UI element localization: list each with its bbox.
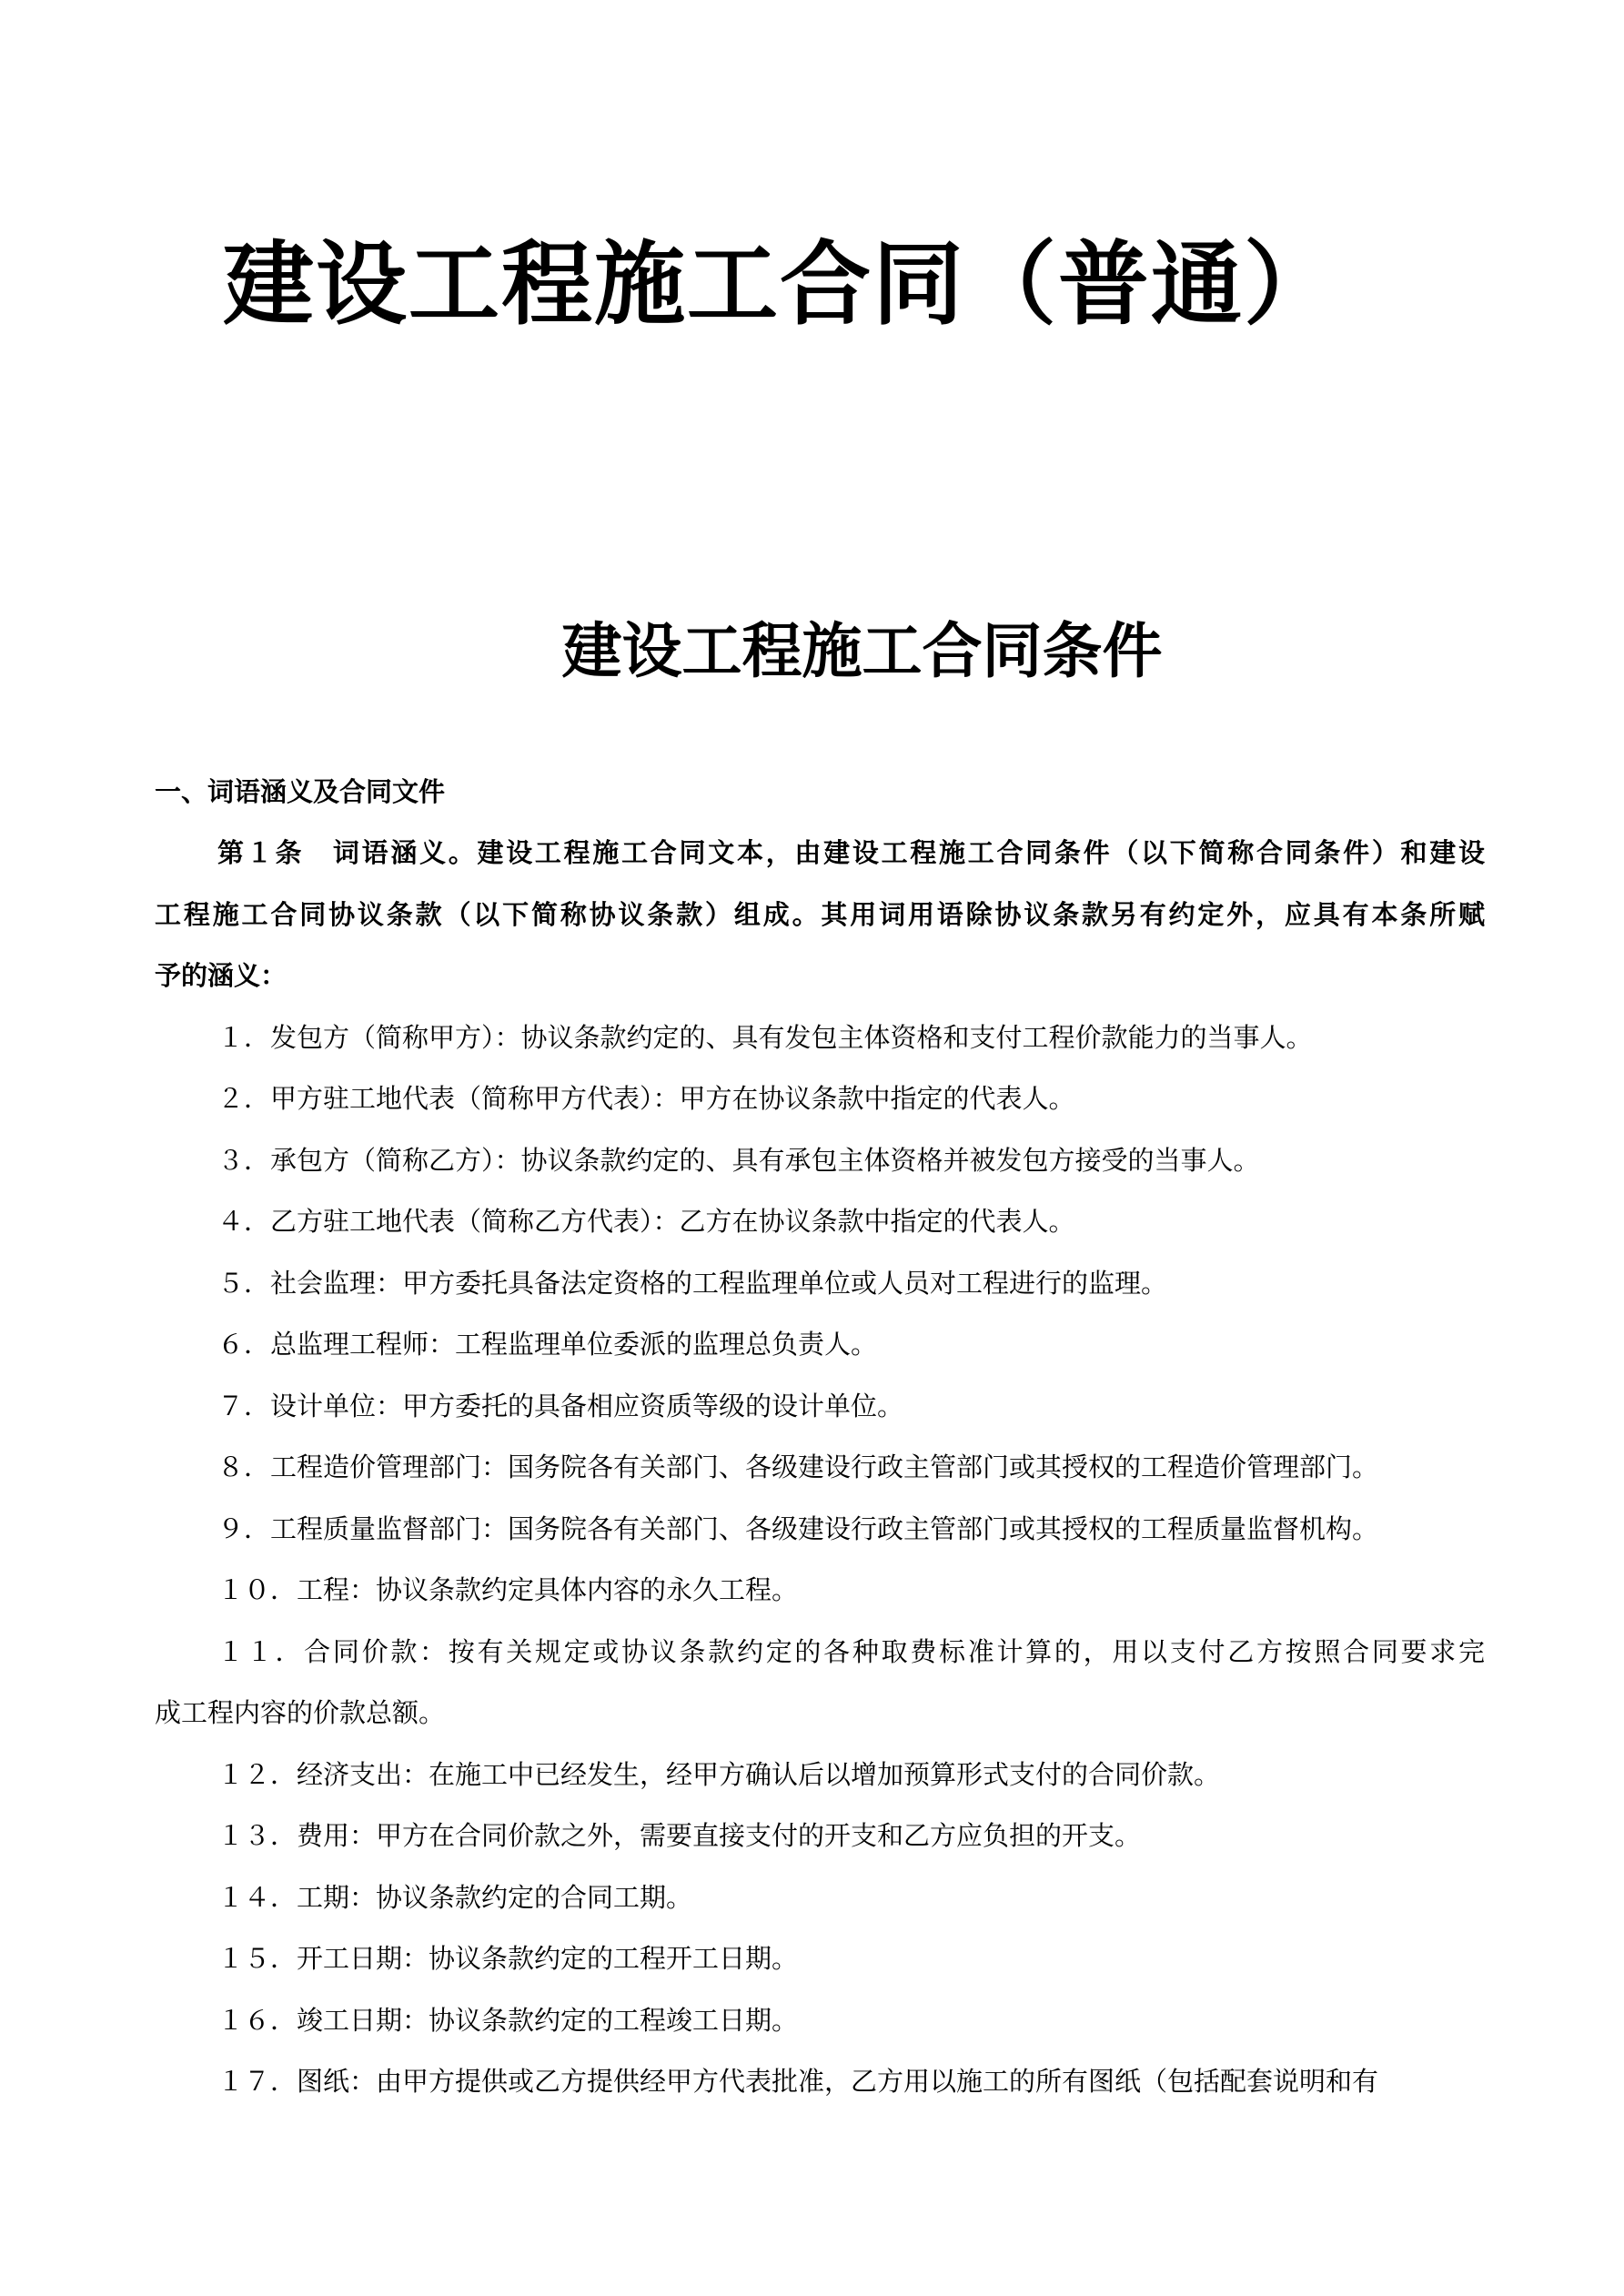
definition-line: １４．工期：协议条款约定的合同工期。 (217, 1881, 693, 1913)
definition-item (155, 1314, 1485, 1376)
definition-item (155, 1253, 1485, 1315)
definition-line: ２．甲方驻工地代表（简称甲方代表）：甲方在协议条款中指定的代表人。 (217, 1083, 1075, 1114)
document-title: 建设工程施工合同（普通） (223, 230, 1337, 338)
definition-item (155, 1928, 1485, 1990)
definition-line: ６．总监理工程师：工程监理单位委派的监理总负责人。 (217, 1329, 878, 1360)
definition-line: ８．工程造价管理部门：国务院各有关部门、各级建设行政主管部门或其授权的工程造价管理部门。 (217, 1451, 1379, 1482)
definition-item (155, 1068, 1485, 1130)
definition-item (155, 2051, 1485, 2113)
section-heading: 一、词语涵义及合同文件 (155, 776, 446, 807)
definition-item (155, 1437, 1485, 1499)
article-1-paragraph (155, 823, 1485, 1007)
definition-line: １７．图纸：由甲方提供或乙方提供经甲方代表批准，乙方用以施工的所有图纸（包括配套说明和有 (217, 2066, 1379, 2097)
definition-line: ７．设计单位：甲方委托的具备相应资质等级的设计单位。 (217, 1390, 904, 1421)
definition-line: 成工程内容的价款总额。 (155, 1697, 446, 1728)
definition-item (155, 1622, 1485, 1745)
definition-item (155, 1191, 1485, 1253)
document-subtitle: 建设工程施工合同条件 (561, 615, 1163, 686)
definition-line: ４．乙方驻工地代表（简称乙方代表）：乙方在协议条款中指定的代表人。 (217, 1206, 1075, 1237)
definition-line: １１．合同价款：按有关规定或协议条款约定的各种取费标准计算的，用以支付乙方按照合同要求完 (217, 1635, 1485, 1667)
paragraph-line: 第１条 词语涵义。建设工程施工合同文本，由建设工程施工合同条件（以下简称合同条件）和建设 (217, 837, 1485, 868)
definition-item (155, 1990, 1485, 2052)
definition-item (155, 1007, 1485, 1069)
definition-item (155, 1745, 1485, 1806)
definition-line: ３．承包方（简称乙方）：协议条款约定的、具有承包主体资格并被发包方接受的当事人。 (217, 1144, 1260, 1176)
definition-line: １３．费用：甲方在合同价款之外，需要直接支付的开支和乙方应负担的开支。 (217, 1820, 1142, 1851)
definition-line: ５．社会监理：甲方委托具备法定资格的工程监理单位或人员对工程进行的监理。 (217, 1267, 1168, 1299)
document-body (155, 823, 1485, 2113)
definition-line: １２．经济支出：在施工中已经发生，经甲方确认后以增加预算形式支付的合同价款。 (217, 1758, 1221, 1790)
definition-item (155, 1376, 1485, 1438)
definition-line: １５．开工日期：协议条款约定的工程开工日期。 (217, 1943, 799, 1974)
paragraph-line: 予的涵义： (155, 960, 287, 991)
definition-line: １６．竣工日期：协议条款约定的工程竣工日期。 (217, 2004, 799, 2036)
definition-item (155, 1867, 1485, 1929)
definition-item (155, 1805, 1485, 1867)
definition-line: １０．工程：协议条款约定具体内容的永久工程。 (217, 1574, 799, 1605)
paragraph-line: 工程施工合同协议条款（以下简称协议条款）组成。其用词用语除协议条款另有约定外，应具有本条所赋 (155, 898, 1485, 930)
definition-item (155, 1130, 1485, 1192)
definitions-list (155, 1007, 1485, 2113)
definition-line: ９．工程质量监督部门：国务院各有关部门、各级建设行政主管部门或其授权的工程质量监督机构。 (217, 1512, 1379, 1544)
definition-item (155, 1499, 1485, 1561)
definition-line: １．发包方（简称甲方）：协议条款约定的、具有发包主体资格和支付工程价款能力的当事人。 (217, 1021, 1313, 1053)
definition-item (155, 1560, 1485, 1622)
